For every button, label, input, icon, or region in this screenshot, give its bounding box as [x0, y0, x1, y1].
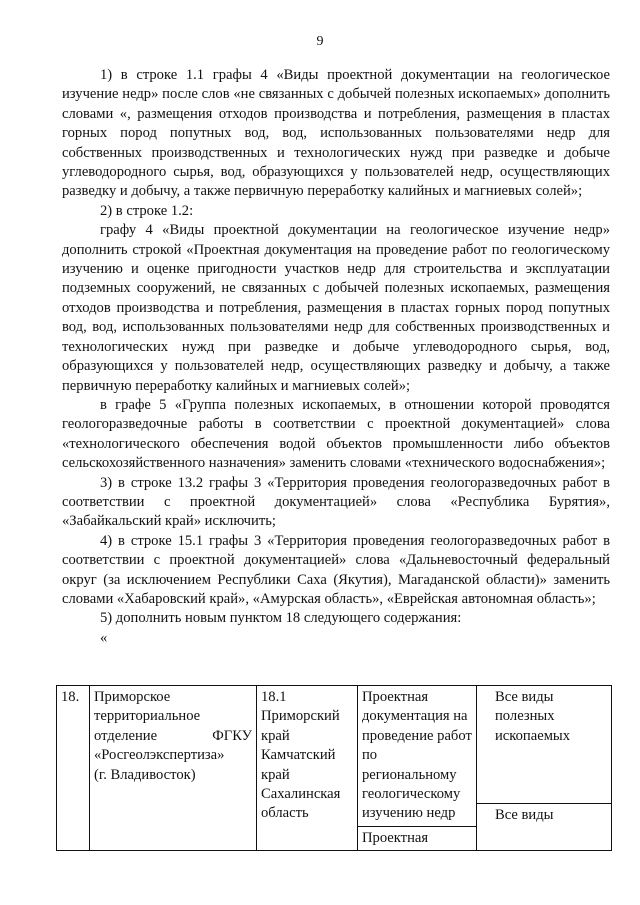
territory-line: 18.1	[261, 689, 287, 705]
row-number-cell	[57, 686, 90, 851]
appendix-table	[56, 685, 612, 851]
paragraph-2: 2) в строке 1.2:	[100, 202, 194, 219]
paragraph-4: в графе 5 «Группа полезных ископаемых, в отношении которой проводятся геологоразведочные работы в соответствии с проектной документацией» слова «технологического обеспечения водой объектов промышленности либо объектов сельскохозяйственного назначения» заменить словами «технического водоснабжения»;	[62, 396, 610, 472]
paragraph-3: графу 4 «Виды проектной документации на геологическое изучение недр» дополнить строкой «Проектная документация на проведение работ по геологическому изучению и оценке пригодности участков недр для строительства и эксплуатации подземных сооружений, не связанных с добычей полезных ископаемых, размещения отходов производства и потребления, размещения в пластах горных пород попутных вод, вод, использованных пользователями недр для собственных производственных и технологических нужд при разведке и добыче углеводородного сырья, вод, образующихся у пользователей недр, осуществляющих разведку и добычу, а также первичную переработку калийных и магниевых солей»;	[62, 222, 610, 394]
territory-line: Приморский	[261, 708, 340, 725]
doc-type-entry: Проектная документация на проведение работ по региональному геологическому изучению недр	[358, 686, 476, 827]
territory-line: Камчатский	[261, 747, 336, 764]
organization-line: отделение ФГКУ	[94, 727, 252, 744]
territory-line: край	[261, 766, 290, 783]
minerals-entry: Все виды	[495, 807, 554, 823]
page-number: 9	[316, 34, 324, 49]
doc-type-entry: Проектная	[362, 829, 429, 846]
organization-line: (г. Владивосток)	[94, 766, 196, 783]
organization-line: «Росгеолэкспертиза»	[94, 747, 225, 764]
territory-cell	[257, 686, 358, 851]
organization-line: Приморское	[94, 689, 171, 705]
table-row	[57, 686, 612, 851]
paragraph-7: 5) дополнить новым пунктом 18 следующего содержания:	[100, 610, 462, 627]
paragraph-5: 3) в строке 13.2 графы 3 «Территория проведения геологоразведочных работ в соответствии с проектной документацией» слова «Республика Бурятия», «Забайкальский край» исключить;	[62, 474, 610, 530]
territory-line: область	[261, 805, 309, 822]
territory-line: Сахалинская	[261, 786, 341, 803]
row-number: 18.	[61, 689, 80, 705]
paragraph-1: 1) в строке 1.1 графы 4 «Виды проектной документации на геологическое изучение недр» после слов «не связанных с добычей полезных ископаемых» дополнить словами «, размещения отходов производства и потребления, размещения в пластах горных пород попутных вод, вод, использованных пользователями недр для собственных производственных и технологических нужд при разведке и добыче углеводородного сырья, вод, образующихся у пользователей недр, осуществляющих разведку и добычу, а также первичную переработку калийных и магниевых солей»;	[62, 67, 610, 200]
minerals-cell	[477, 686, 612, 851]
organization-cell	[90, 686, 257, 851]
opening-quote: «	[100, 629, 108, 646]
minerals-entry: Все виды полезных ископаемых	[477, 686, 611, 804]
paragraph-6: 4) в строке 15.1 графы 3 «Территория проведения геологоразведочных работ в соответствии с проектной документацией» слова «Дальневосточный федеральный округ (за исключением Республики Саха (Якутия), Магаданской области)» заменить словами «Хабаровский край», «Амурская область», «Еврейская автономная область»;	[62, 532, 610, 607]
document-body	[62, 66, 610, 648]
doc-type-cell	[358, 686, 477, 851]
organization-line: территориальное	[94, 708, 201, 725]
territory-line: край	[261, 727, 290, 744]
